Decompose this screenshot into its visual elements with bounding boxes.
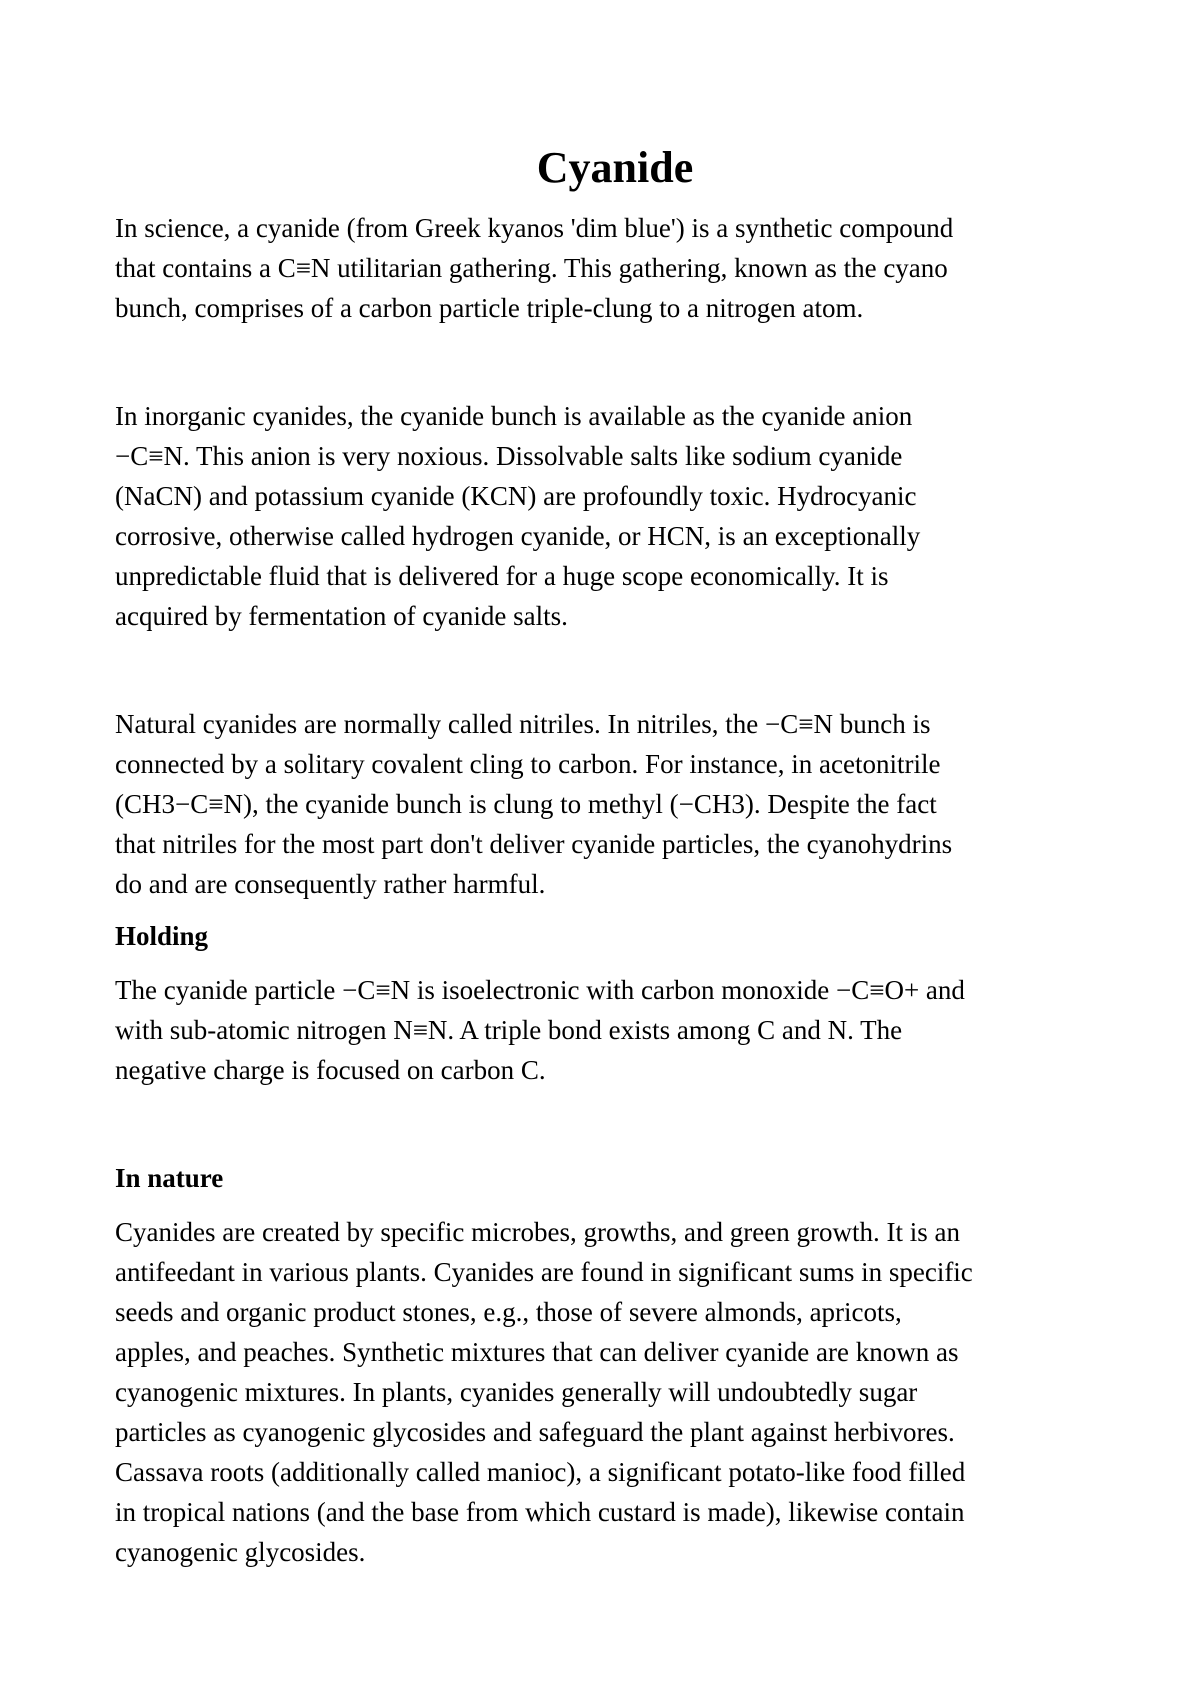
intro-paragraph: In science, a cyanide (from Greek kyanos 'dim blue') is a synthetic compound that contains a C≡N utilitarian gathering. This gathering, known as the cyano bunch, comprises of a carbon particle triple-clung to a nitrogen atom. [115, 213, 954, 323]
natural-cyanides-paragraph: Natural cyanides are normally called nitriles. In nitriles, the −C≡N bunch is connected by a solitary covalent cling to carbon. For instance, in acetonitrile (CH3−C≡N), the cyanide bunch is clung to methyl (−CH3). Despite the fact that nitriles for the most part don't deliver cyanide particles, the cyanohydrins do and are consequently rather harmful. [115, 709, 953, 899]
in-nature-paragraph: Cyanides are created by specific microbes, growths, and green growth. It is an antifeedant in various plants. Cyanides are found in significant sums in specific seeds and organic product stones, e.g., those of severe almonds, apricots, apples, and peaches. Synthetic mixtures that can deliver cyanide are known as cyanogenic mixtures. In plants, cyanides generally will undoubtedly sugar particles as cyanogenic glycosides and safeguard the plant against herbivores. Cassava roots (additionally called manioc), a significant potato-like food filled in tropical nations (and the base from which custard is made), likewise contain cyanogenic glycosides. [115, 1217, 973, 1567]
in-nature-heading: In nature [115, 1163, 224, 1193]
holding-heading: Holding [115, 921, 209, 951]
document-title: Cyanide [536, 143, 694, 192]
inorganic-cyanides-paragraph: In inorganic cyanides, the cyanide bunch is available as the cyanide anion −C≡N. This anion is very noxious. Dissolvable salts like sodium cyanide (NaCN) and potassium cyanide (KCN) are profoundly toxic. Hydrocyanic corrosive, otherwise called hydrogen cyanide, or HCN, is an exceptionally unpredictable fluid that is delivered for a huge scope economically. It is acquired by fermentation of cyanide salts. [115, 401, 921, 631]
holding-paragraph: The cyanide particle −C≡N is isoelectronic with carbon monoxide −C≡O+ and with sub-atomic nitrogen N≡N. A triple bond exists among C and N. The negative charge is focused on carbon C. [115, 975, 965, 1085]
document-body [115, 140, 1115, 1572]
